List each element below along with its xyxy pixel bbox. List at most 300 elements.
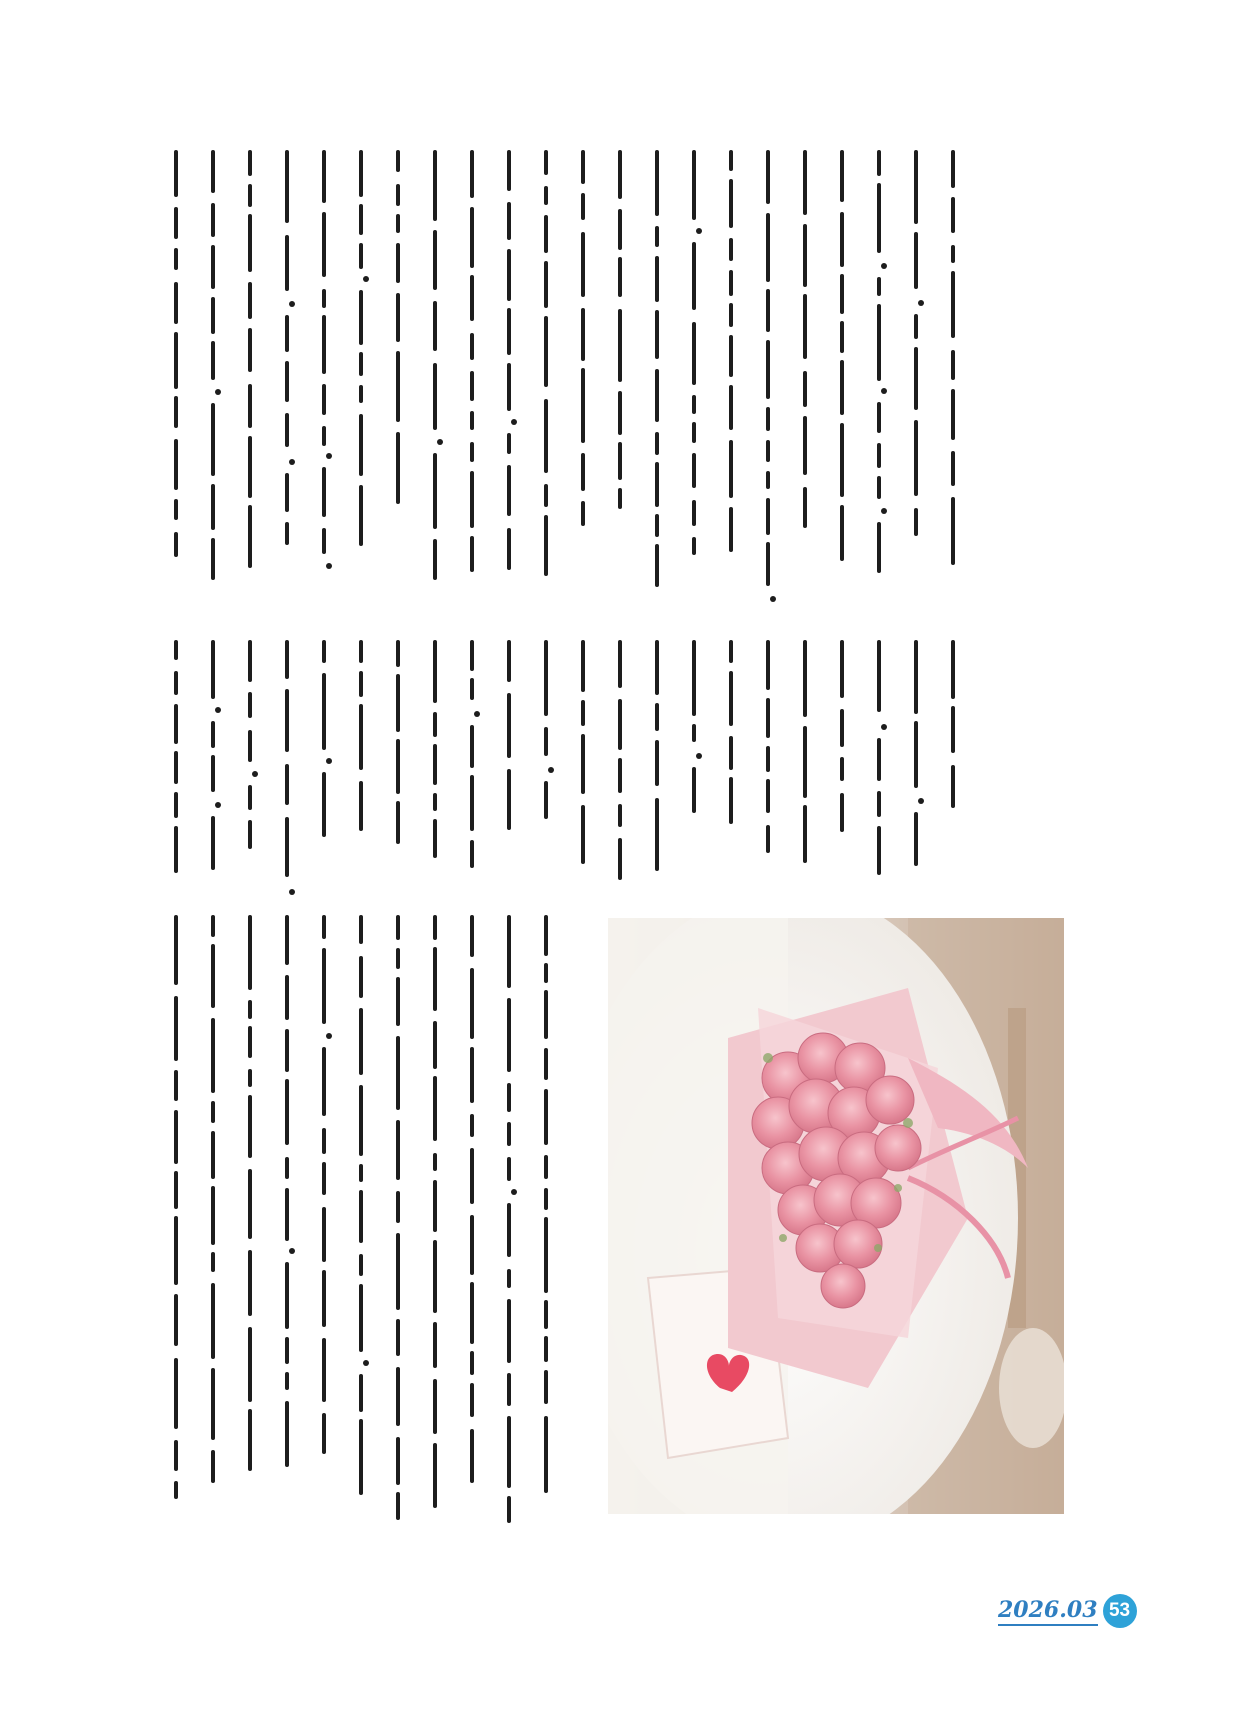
word-glyph (174, 248, 178, 270)
word-glyph (803, 150, 807, 215)
word-glyph (359, 1374, 363, 1412)
word-glyph (359, 243, 363, 269)
word-glyph (618, 838, 622, 880)
word-glyph (544, 515, 548, 576)
word-glyph (544, 1089, 548, 1145)
text-line (867, 640, 892, 880)
word-glyph (803, 416, 807, 475)
word-glyph (914, 347, 918, 410)
word-glyph (655, 640, 659, 695)
word-glyph (248, 384, 252, 428)
word-glyph (581, 805, 585, 864)
word-glyph (840, 505, 844, 561)
word-glyph (544, 1217, 548, 1293)
word-glyph (470, 968, 474, 1039)
text-line (867, 150, 892, 590)
word-glyph (507, 1157, 511, 1181)
word-glyph (359, 1164, 363, 1182)
punctuation-mark (289, 459, 295, 465)
text-line (830, 640, 855, 880)
punctuation-mark (511, 419, 517, 425)
word-glyph (840, 793, 844, 832)
word-glyph (470, 150, 474, 198)
word-glyph (877, 791, 881, 817)
word-glyph (507, 915, 511, 988)
word-glyph (729, 507, 733, 552)
word-glyph (285, 689, 289, 752)
word-glyph (655, 256, 659, 302)
word-glyph (544, 990, 548, 1039)
text-line (386, 915, 411, 1525)
punctuation-mark (881, 388, 887, 394)
word-glyph (470, 1429, 474, 1483)
word-glyph (211, 538, 215, 580)
word-glyph (396, 1233, 400, 1310)
word-glyph (544, 261, 548, 308)
word-glyph (211, 944, 215, 1008)
word-glyph (655, 703, 659, 731)
word-glyph (507, 1083, 511, 1112)
word-glyph (507, 1299, 511, 1363)
word-glyph (544, 640, 548, 716)
word-glyph (729, 179, 733, 228)
word-glyph (655, 369, 659, 422)
word-glyph (359, 671, 363, 697)
word-glyph (618, 488, 622, 509)
word-glyph (507, 249, 511, 301)
word-glyph (544, 1300, 548, 1329)
word-glyph (766, 471, 770, 489)
text-line (312, 150, 337, 590)
word-glyph (729, 777, 733, 824)
word-glyph (507, 308, 511, 355)
word-glyph (507, 1269, 511, 1288)
word-glyph (507, 465, 511, 516)
word-glyph (211, 203, 215, 237)
word-glyph (285, 764, 289, 805)
word-glyph (322, 1047, 326, 1116)
punctuation-mark (511, 1189, 517, 1195)
text-line (793, 150, 818, 590)
word-glyph (544, 316, 548, 387)
word-glyph (248, 184, 252, 207)
punctuation-mark (326, 1033, 332, 1039)
word-glyph (692, 724, 696, 742)
word-glyph (248, 1069, 252, 1087)
word-glyph (729, 303, 733, 327)
word-glyph (507, 1416, 511, 1488)
word-glyph (840, 423, 844, 497)
word-glyph (322, 150, 326, 203)
word-glyph (211, 245, 215, 289)
word-glyph (211, 1131, 215, 1179)
word-glyph (581, 700, 585, 726)
word-glyph (544, 1336, 548, 1362)
word-glyph (322, 1162, 326, 1195)
word-glyph (433, 1076, 437, 1141)
word-glyph (914, 721, 918, 788)
column-right-text (164, 150, 966, 590)
word-glyph (655, 514, 659, 537)
word-glyph (211, 721, 215, 748)
word-glyph (951, 497, 955, 565)
word-glyph (470, 333, 474, 360)
word-glyph (433, 1443, 437, 1508)
word-glyph (914, 150, 918, 224)
word-glyph (359, 640, 363, 663)
word-glyph (729, 440, 733, 498)
column-middle-text (164, 640, 966, 880)
word-glyph (951, 245, 955, 263)
word-glyph (285, 640, 289, 679)
word-glyph (433, 453, 437, 529)
word-glyph (692, 767, 696, 813)
word-glyph (248, 1409, 252, 1471)
word-glyph (396, 184, 400, 206)
word-glyph (470, 207, 474, 268)
text-line (534, 640, 559, 880)
text-line (756, 150, 781, 590)
word-glyph (840, 360, 844, 415)
word-glyph (470, 1114, 474, 1137)
word-glyph (174, 282, 178, 324)
word-glyph (174, 332, 178, 389)
word-glyph (433, 301, 437, 351)
text-line (460, 150, 485, 590)
word-glyph (470, 275, 474, 321)
punctuation-mark (548, 767, 554, 773)
word-glyph (729, 270, 733, 296)
word-glyph (544, 1188, 548, 1210)
word-glyph (248, 785, 252, 810)
word-glyph (396, 351, 400, 422)
text-line (534, 150, 559, 590)
punctuation-mark (437, 439, 443, 445)
word-glyph (840, 212, 844, 267)
word-glyph (692, 537, 696, 555)
text-line (164, 640, 189, 880)
word-glyph (396, 739, 400, 794)
word-glyph (396, 1437, 400, 1485)
word-glyph (470, 915, 474, 957)
punctuation-mark (289, 301, 295, 307)
word-glyph (544, 727, 548, 756)
word-glyph (803, 640, 807, 717)
word-glyph (655, 544, 659, 587)
word-glyph (507, 150, 511, 191)
word-glyph (396, 1191, 400, 1223)
word-glyph (211, 1101, 215, 1123)
word-glyph (544, 781, 548, 819)
word-glyph (766, 440, 770, 462)
punctuation-mark (881, 508, 887, 514)
word-glyph (544, 215, 548, 253)
word-glyph (359, 956, 363, 998)
word-glyph (433, 793, 437, 811)
text-line (312, 915, 337, 1525)
text-line (312, 640, 337, 880)
text-line (941, 640, 966, 880)
word-glyph (433, 150, 437, 221)
word-glyph (248, 730, 252, 762)
word-glyph (359, 352, 363, 376)
word-glyph (174, 1440, 178, 1471)
word-glyph (618, 640, 622, 688)
word-glyph (581, 640, 585, 692)
word-glyph (211, 640, 215, 699)
word-glyph (322, 640, 326, 663)
word-glyph (248, 640, 252, 682)
word-glyph (359, 915, 363, 944)
text-line (275, 915, 300, 1525)
text-line (349, 640, 374, 880)
word-glyph (174, 1070, 178, 1101)
word-glyph (211, 341, 215, 380)
text-line (386, 150, 411, 590)
word-glyph (211, 297, 215, 334)
text-line (497, 640, 522, 880)
word-glyph (914, 314, 918, 339)
text-line (719, 150, 744, 590)
word-glyph (396, 432, 400, 504)
word-glyph (396, 1319, 400, 1356)
word-glyph (729, 640, 733, 663)
text-line (349, 150, 374, 590)
punctuation-mark (326, 758, 332, 764)
word-glyph (248, 1327, 252, 1402)
word-glyph (840, 150, 844, 202)
word-glyph (470, 775, 474, 831)
word-glyph (877, 277, 881, 296)
word-glyph (729, 238, 733, 261)
word-glyph (507, 528, 511, 570)
word-glyph (396, 214, 400, 233)
word-glyph (396, 243, 400, 283)
word-glyph (470, 1351, 474, 1375)
word-glyph (655, 432, 659, 455)
word-glyph (692, 395, 696, 414)
word-glyph (211, 816, 215, 870)
text-line (534, 915, 559, 1525)
word-glyph (322, 1128, 326, 1154)
word-glyph (285, 1337, 289, 1364)
word-glyph (655, 150, 659, 216)
word-glyph (322, 1338, 326, 1402)
word-glyph (396, 293, 400, 342)
text-line (238, 150, 263, 590)
word-glyph (470, 725, 474, 768)
word-glyph (951, 451, 955, 486)
punctuation-mark (696, 228, 702, 234)
text-line (608, 640, 633, 880)
word-glyph (285, 1262, 289, 1329)
word-glyph (914, 508, 918, 536)
word-glyph (174, 792, 178, 818)
word-glyph (359, 414, 363, 476)
word-glyph (174, 671, 178, 695)
word-glyph (544, 1416, 548, 1493)
word-glyph (618, 257, 622, 297)
word-glyph (544, 1048, 548, 1080)
word-glyph (211, 1252, 215, 1272)
word-glyph (174, 396, 178, 428)
text-line (830, 150, 855, 590)
word-glyph (174, 1216, 178, 1285)
word-glyph (470, 1047, 474, 1103)
word-glyph (285, 413, 289, 447)
word-glyph (359, 1419, 363, 1495)
word-glyph (507, 1496, 511, 1523)
word-glyph (322, 212, 326, 277)
word-glyph (766, 698, 770, 738)
word-glyph (285, 315, 289, 352)
text-line (349, 915, 374, 1525)
text-line (904, 150, 929, 590)
word-glyph (285, 361, 289, 402)
word-glyph (803, 726, 807, 798)
word-glyph (692, 640, 696, 716)
word-glyph (914, 812, 918, 866)
word-glyph (285, 817, 289, 877)
word-glyph (211, 150, 215, 193)
word-glyph (433, 915, 437, 940)
word-glyph (581, 453, 585, 491)
word-glyph (359, 1190, 363, 1243)
punctuation-mark (881, 724, 887, 730)
word-glyph (248, 692, 252, 718)
word-glyph (322, 1270, 326, 1327)
word-glyph (211, 1283, 215, 1359)
text-line (571, 150, 596, 590)
word-glyph (951, 197, 955, 233)
text-line (645, 640, 670, 880)
word-glyph (211, 755, 215, 792)
word-glyph (766, 150, 770, 204)
punctuation-mark (881, 263, 887, 269)
word-glyph (877, 304, 881, 381)
word-glyph (507, 693, 511, 758)
word-glyph (655, 798, 659, 871)
text-line (460, 915, 485, 1525)
word-glyph (285, 150, 289, 223)
word-glyph (433, 712, 437, 737)
word-glyph (396, 640, 400, 667)
word-glyph (322, 467, 326, 517)
punctuation-mark (289, 889, 295, 895)
text-line (608, 150, 633, 590)
word-glyph (396, 1492, 400, 1520)
word-glyph (174, 439, 178, 490)
word-glyph (914, 232, 918, 289)
text-line (497, 915, 522, 1525)
text-line (201, 150, 226, 590)
word-glyph (174, 704, 178, 744)
word-glyph (951, 389, 955, 440)
word-glyph (692, 500, 696, 526)
punctuation-mark (252, 771, 258, 777)
text-line (423, 640, 448, 880)
word-glyph (211, 403, 215, 476)
word-glyph (322, 315, 326, 374)
word-glyph (396, 150, 400, 172)
word-glyph (174, 1358, 178, 1429)
word-glyph (322, 289, 326, 308)
word-glyph (285, 1157, 289, 1179)
word-glyph (618, 699, 622, 750)
word-glyph (470, 411, 474, 430)
text-line (460, 640, 485, 880)
word-glyph (211, 484, 215, 530)
word-glyph (433, 947, 437, 1011)
word-glyph (174, 751, 178, 784)
word-glyph (359, 150, 363, 197)
word-glyph (470, 1383, 474, 1417)
word-glyph (285, 1029, 289, 1072)
word-glyph (766, 640, 770, 690)
text-line (238, 640, 263, 880)
text-line (645, 150, 670, 590)
word-glyph (396, 674, 400, 732)
word-glyph (618, 209, 622, 250)
word-glyph (692, 322, 696, 385)
text-line (164, 150, 189, 590)
word-glyph (359, 290, 363, 345)
word-glyph (507, 363, 511, 411)
word-glyph (174, 1481, 178, 1499)
word-glyph (174, 1294, 178, 1346)
word-glyph (433, 363, 437, 430)
word-glyph (322, 772, 326, 837)
word-glyph (507, 202, 511, 240)
word-glyph (544, 186, 548, 205)
word-glyph (618, 804, 622, 827)
word-glyph (359, 1008, 363, 1075)
text-line (238, 915, 263, 1525)
word-glyph (877, 443, 881, 468)
word-glyph (581, 501, 585, 526)
word-glyph (803, 224, 807, 287)
text-line (201, 640, 226, 880)
word-glyph (174, 640, 178, 660)
word-glyph (840, 274, 844, 314)
word-glyph (840, 640, 844, 698)
text-line (386, 640, 411, 880)
punctuation-mark (215, 707, 221, 713)
text-line (904, 640, 929, 880)
word-glyph (396, 977, 400, 1026)
word-glyph (803, 805, 807, 863)
word-glyph (877, 640, 881, 712)
word-glyph (766, 779, 770, 813)
word-glyph (359, 204, 363, 235)
word-glyph (803, 487, 807, 528)
word-glyph (285, 1188, 289, 1241)
word-glyph (766, 542, 770, 586)
punctuation-mark (289, 1248, 295, 1254)
word-glyph (581, 308, 585, 361)
text-line (941, 150, 966, 590)
word-glyph (766, 213, 770, 282)
word-glyph (174, 826, 178, 873)
word-glyph (655, 740, 659, 786)
word-glyph (359, 385, 363, 403)
word-glyph (359, 1085, 363, 1156)
column-left-text (164, 915, 559, 1525)
word-glyph (359, 1284, 363, 1352)
word-glyph (729, 385, 733, 430)
word-glyph (729, 671, 733, 726)
text-line (275, 640, 300, 880)
